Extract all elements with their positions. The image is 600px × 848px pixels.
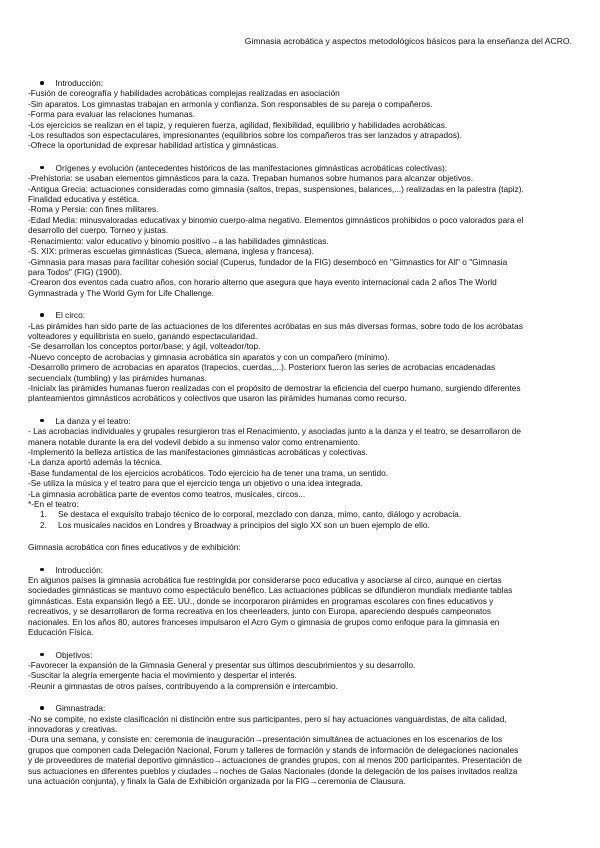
text-line: -La danza aportó además la técnica.	[28, 457, 163, 468]
text-line: -Suscitar la alegría emergente hacia el movimiento y despertar el interés.	[28, 670, 297, 681]
text-line: -Nuevo concepto de acrobacias y gimnasia acrobática sin aparatos y con un compañero (mínimo).	[28, 351, 390, 362]
bullet-icon	[40, 568, 44, 572]
text-line: -Desarrollo primero de acrobacias en aparatos (trapecios, cuerdas,...). Posteriorx fueron las series de acrobacias encadenadas	[28, 362, 496, 373]
numbered-item: 2. Los musicales nacidos en Londres y Broadway a principios del siglo XX son un buen ejemplo de ello.	[40, 519, 430, 530]
text-line: - Las acrobacias individuales y grupales resurgieron tras el Renacimiento, y asociadas junto a la danza y el teatro, se desarrollaron de	[28, 426, 522, 437]
text-line: planteamientos gimnásticos acrobáticos y colectivos que usaron las pirámides humanas como recurso.	[28, 393, 407, 404]
text-line: volteadores y equilibrista en suelo, ganando espectacularidad.	[28, 330, 258, 341]
text-line: -Se desarrollan los conceptos portor/base; y ágil, volteador/top.	[28, 341, 261, 352]
section-heading-intro: Introducción:	[28, 78, 574, 88]
text-line: -La gimnasia acrobática parte de eventos como teatros, musicales, circos...	[28, 488, 306, 499]
text-line: nacionales. En los años 80, autores franceses impulsaron el Acro Gym o gimnasia de grupos como enfoque para la gimnasia en	[28, 616, 500, 627]
text-line: sociedades gimnásticas se mantuvo como espectáculo benéfico. Las actuaciones públicas se difundieron mundialx mediante tablas	[28, 585, 513, 596]
text-line: -Forma para evaluar las relaciones humanas.	[28, 109, 195, 120]
bullet-icon	[40, 81, 44, 85]
section-heading-circus: El circo:	[28, 310, 574, 320]
text-line: -Base fundamental de los ejercicios acrobáticos. Todo ejercicio ha de tener una trama, un sentido.	[28, 467, 389, 478]
text-line: -Renacimiento: valor educativo y binomio positivo→a las habilidades gimnásticas.	[28, 235, 329, 246]
page-header: Gimnasia acrobática y aspectos metodológicos básicos para la enseñanza del ACRO.	[244, 36, 572, 46]
text-line: Educación Física.	[28, 627, 94, 638]
bullet-icon	[40, 166, 44, 170]
text-line: -Se utiliza la música y el teatro para que el ejercicio tenga un objetivo o una idea integrada.	[28, 478, 363, 489]
text-line: gimnásticas. Esta expansión llegó a EE. UU., donde se incorporaron pirámides en programas escolares con fines educativos y	[28, 595, 494, 606]
text-line: una actuación conjunta), y finalx la Gala de Exhibición organizada por la FIG→ceremonia de Clausura.	[28, 775, 406, 786]
text-line: secuencialx (tumbling) y las pirámides humanas.	[28, 372, 207, 383]
text-line: -Implementó la belleza artística de las manifestaciones gimnásticas acrobáticas y colectivas.	[28, 447, 368, 457]
text-line: -Fusión de coreografía y habilidades acrobáticas complejas realizadas en asociación	[28, 88, 340, 99]
text-line: -Las pirámides han sido parte de las actuaciones de los diferentes acróbatas en sus más diversas formas, sobre todo de los acróbatas	[28, 320, 523, 331]
section-heading-objectives: Objetivos:	[28, 650, 574, 660]
text-line: -No se compite, no existe clasificación ni distinción entre sus participantes, pero sí hay actuaciones vanguardistas, de alta calidad,	[28, 713, 507, 724]
document-body	[28, 72, 574, 786]
text-line: -Edad Media: minusvaloradas educativax y binomio cuerpo-alma negativo. Elementos gimnásticos prohibidos o poco valorados para el	[28, 214, 524, 225]
text-line: desarrollo del cuerpo. Torneo y justas.	[28, 225, 169, 236]
text-line: -Favorecer la expansión de la Gimnasia General y presentar sus últimos descubrimientos y su desarrollo.	[28, 659, 416, 670]
text-line: -Dura una semana, y consiste en: ceremonia de inauguración→presentación simultánea de actuaciones en los escenarios de los	[28, 734, 503, 745]
text-line: manera notable durante la era del vodevil debido a su inmenso valor como entrenamiento.	[28, 436, 361, 447]
section-heading-dance-theatre: La danza y el teatro:	[28, 416, 574, 426]
section-heading-part2-intro: Introducción:	[28, 565, 574, 575]
text-line: -Crearon dos eventos cada cuatro años, con horario alterno que asegura que haya evento internacional cada 2 años The World	[28, 277, 497, 288]
text-line: -Gimnasia para masas para facilitar cohesión social (Cuperus, fundador de la FIG) desembocó en "Gimnastics for All" o "Gimnasia	[28, 256, 508, 267]
text-line: -Ofrece la oportunidad de expresar habilidad artística y gimnásticas.	[28, 140, 279, 151]
text-line: En algunos países la gimnasia acrobática fue restringida por considerarse poco educativa y asociarse al circo, aunque en ciertas	[28, 575, 502, 586]
text-line: grupos que componen cada Delegación Nacional, Forum y talleres de formación y stands de información de delegaciones nacionales	[28, 744, 519, 755]
text-line: recreativos, y se desarrollaron de forma recreativa en los cheerleaders, junto con Europa, apareciendo después campeonatos	[28, 606, 492, 617]
text-line: -Inicialx las pirámides humanas fueron realizadas con el propósito de demostrar la eficiencia del cuerpo humano, surgiendo diferentes	[28, 382, 521, 393]
part-title: Gimnasia acrobática con fines educativos y de exhibición:	[28, 542, 241, 553]
text-line: sus actuaciones en diferentes pueblos y ciudades→noches de Galas Nacionales (donde la delegación de los países invitados realiza	[28, 765, 518, 776]
text-line: -Reunir a gimnastas de otros países, contribuyendo a la comprensión e intercambio.	[28, 680, 338, 691]
text-line: Finalidad educativa y estética.	[28, 194, 140, 205]
text-line: -Roma y Persia: con fines militares.	[28, 204, 159, 215]
text-line: *-En el teatro:	[28, 499, 79, 510]
numbered-item: 1. Se destaca el exquisito trabajo técnico de lo corporal, mezclado con danza, mimo, canto, diálogo y acrobacia.	[40, 509, 462, 520]
text-line: para Todos" (FIG) (1900).	[28, 266, 123, 277]
text-line: Gymnastrada y The World Gym for Life Challenge.	[28, 287, 214, 298]
text-line: -S. XIX: primeras escuelas gimnásticas (Sueca, alemana, inglesa y francesa).	[28, 246, 314, 257]
text-line: -Antigua Grecia: actuaciones consideradas como gimnasia (saltos, trepas, suspensiones, balances,...) realizadas en la palestra (tapiz).	[28, 183, 524, 194]
text-line: y de proveedores de material deportivo gimnástico→actuaciones de grandes grupos, con al menos 200 participantes. Presentación de	[28, 755, 522, 766]
text-line: -Los resultados son espectaculares, impresionantes (equilibrios sobre los compañeros tras ser lanzados y atrapados).	[28, 130, 462, 141]
section-heading-gymnastrada: Gimnastrada:	[28, 703, 574, 713]
bullet-icon	[40, 706, 44, 710]
bullet-icon	[40, 313, 44, 317]
bullet-icon	[40, 653, 44, 657]
text-line: -Prehistoria: se usaban elementos gimnásticos para la caza. Trepaban humanos sobre humanos para alcanzar objetivos.	[28, 173, 474, 184]
text-line: -Sin aparatos. Los gimnastas trabajan en armonía y confianza. Son responsables de su pareja o compañeros.	[28, 98, 433, 109]
text-line: innovadoras y creativas.	[28, 723, 118, 734]
text-line: -Los ejercicios se realizan en el tapiz, y requieren fuerza, agilidad, flexibilidad, equilibrio y habilidades acrobáticas.	[28, 119, 448, 130]
section-heading-origins: Orígenes y evolución (antecedentes históricos de las manifestaciones gimnásticas acrobáticas colectivas):	[28, 163, 574, 173]
bullet-icon	[40, 419, 44, 423]
